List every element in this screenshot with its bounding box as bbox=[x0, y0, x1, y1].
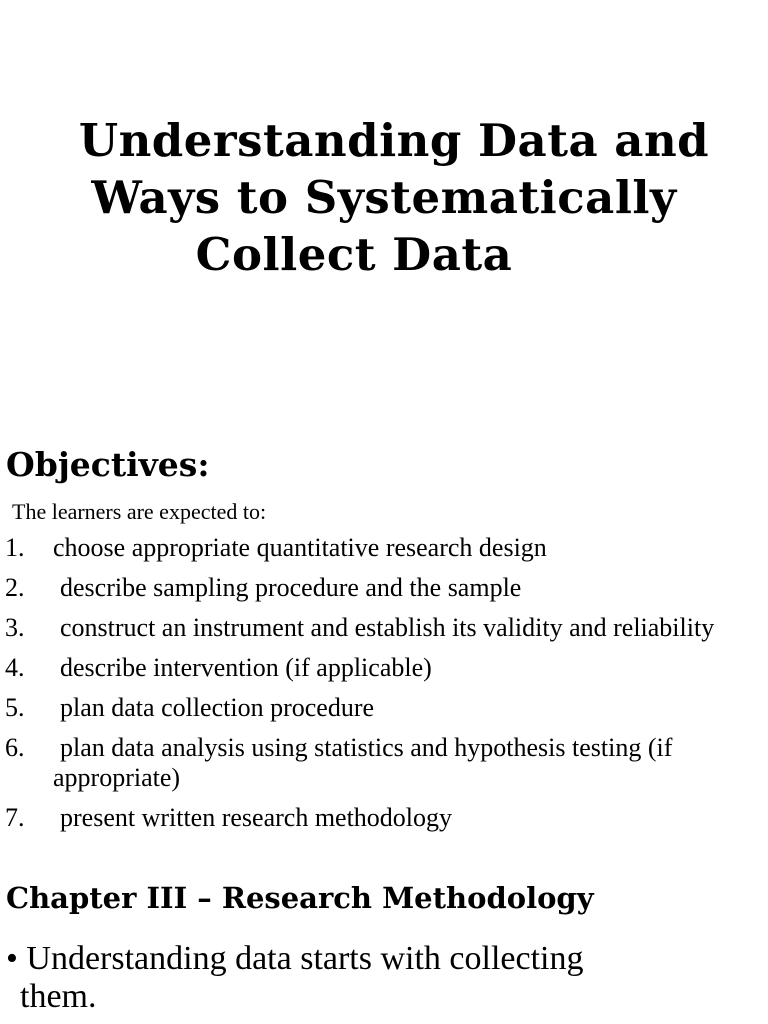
objectives-list bbox=[0, 533, 760, 843]
list-item-text: describe intervention (if applicable) bbox=[60, 653, 432, 682]
list-item-text: describe sampling procedure and the sample bbox=[60, 573, 522, 602]
list-item-text: construct an instrument and establish its validity and reliability bbox=[60, 613, 715, 642]
title-line-3: Collect Data bbox=[195, 228, 513, 281]
title-line-1: Understanding Data and bbox=[78, 114, 710, 167]
bullet-paragraph bbox=[6, 940, 746, 1016]
chapter-heading: Chapter III – Research Methodology bbox=[6, 881, 594, 915]
list-item bbox=[0, 533, 760, 563]
list-item-number: 3. bbox=[5, 613, 25, 642]
list-item-number: 6. bbox=[5, 733, 25, 762]
list-item bbox=[0, 653, 760, 683]
list-item bbox=[0, 693, 760, 723]
bullet-text-line-1: Understanding data starts with collecting bbox=[26, 940, 584, 977]
list-item-text: plan data collection procedure bbox=[60, 693, 375, 722]
list-item-text: present written research methodology bbox=[60, 803, 453, 832]
objectives-heading: Objectives: bbox=[6, 445, 210, 484]
list-item bbox=[0, 573, 760, 603]
list-item-number: 7. bbox=[5, 803, 25, 832]
bullet-text-line-2: them. bbox=[20, 978, 97, 1015]
list-item-number: 5. bbox=[5, 693, 25, 722]
list-item-number: 4. bbox=[5, 653, 25, 682]
list-item bbox=[0, 803, 760, 833]
title-line-2: Ways to Systematically bbox=[91, 171, 677, 224]
list-item bbox=[0, 613, 760, 643]
bullet-symbol: • bbox=[6, 940, 18, 977]
list-item-text: plan data analysis using statistics and hypothesis testing (if appropriate) bbox=[53, 733, 673, 792]
page-title bbox=[0, 112, 768, 283]
list-item-text: choose appropriate quantitative research design bbox=[53, 533, 547, 562]
list-item-number: 1. bbox=[5, 533, 25, 562]
list-item-number: 2. bbox=[5, 573, 25, 602]
list-item bbox=[0, 733, 760, 793]
objectives-intro: The learners are expected to: bbox=[12, 499, 267, 524]
